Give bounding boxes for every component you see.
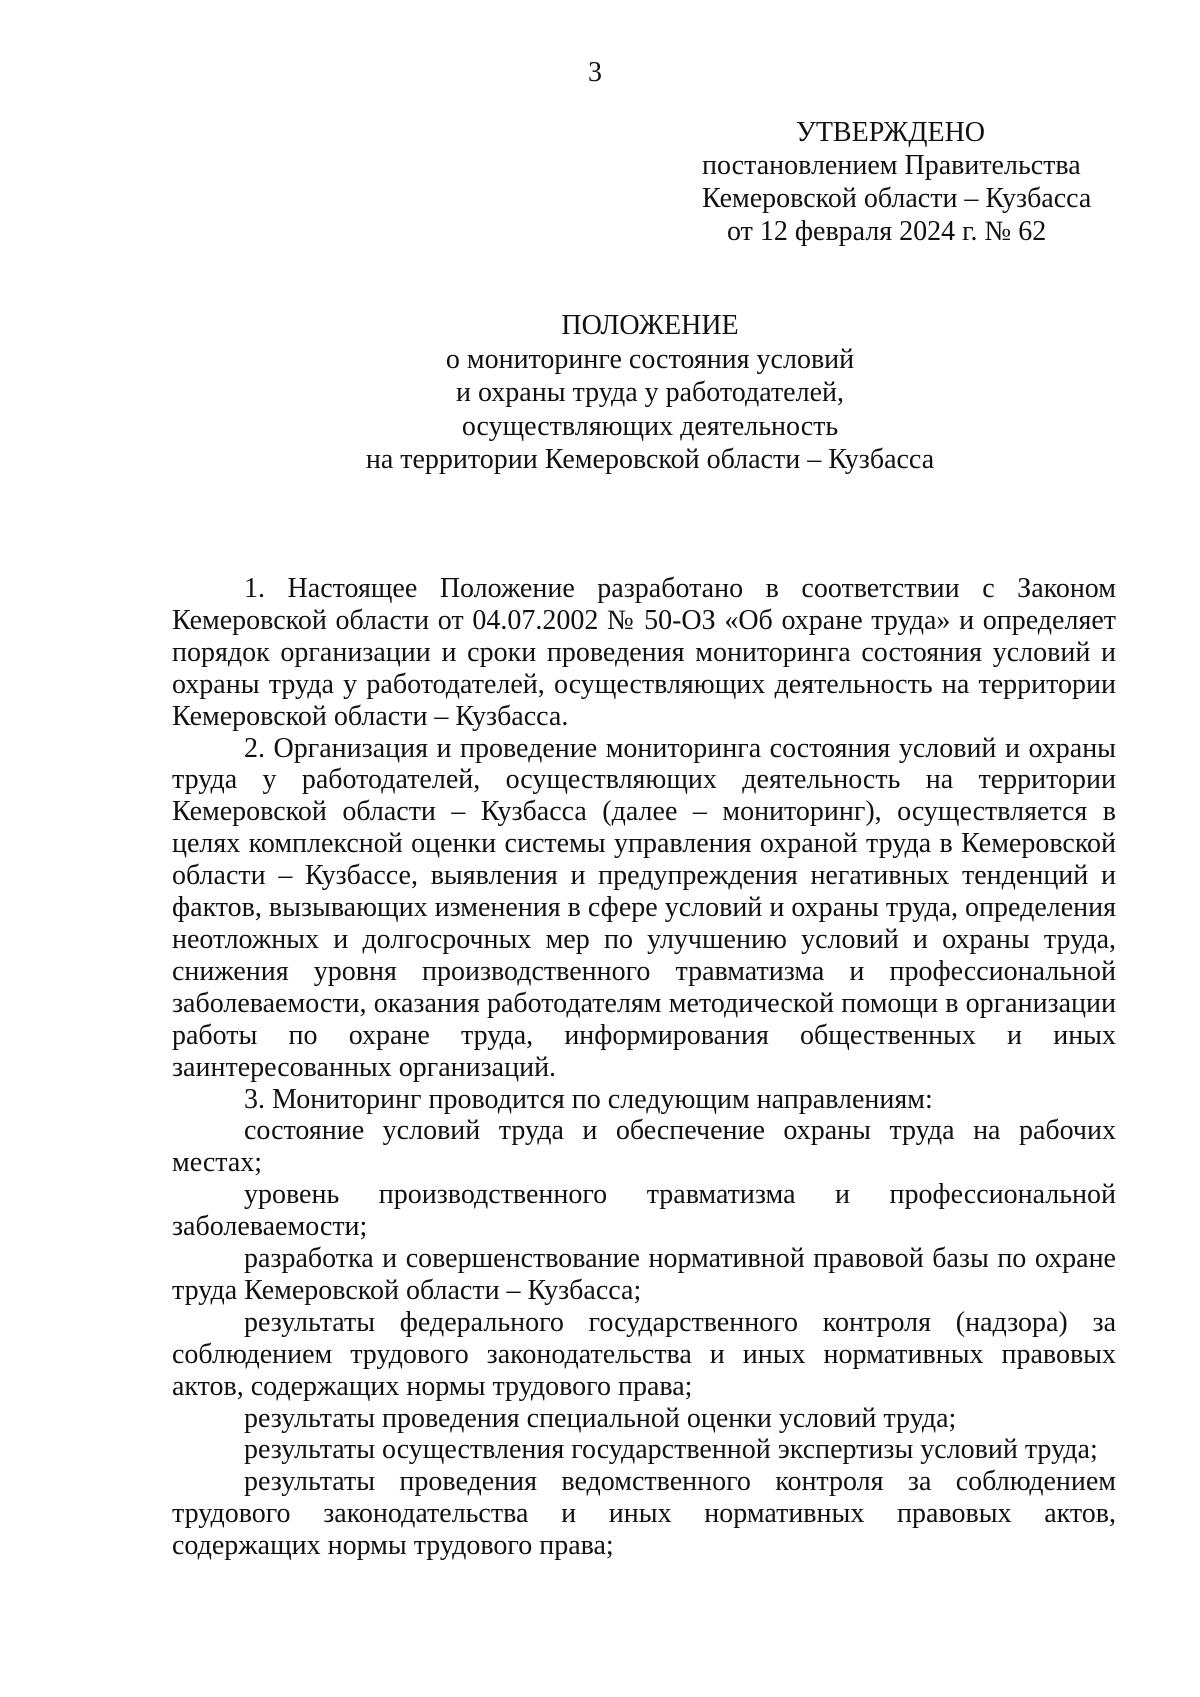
document-subtitle-line: о мониторинге состояния условий — [445, 343, 855, 375]
paragraph-1: 1. Настоящее Положение разработано в соответствии с Законом Кемеровской области от 04.07.2002 № 50-ОЗ «Об охране труда» и определяет порядок организации и сроки проведения мониторинга состояния условий и охраны труда у работодателей, осуществляющих деятельность на территории Кемеровской области – Кузбасса. — [172, 573, 1116, 732]
document-subtitle-line: на территории Кемеровской области – Кузбасса — [365, 444, 935, 475]
document-body — [172, 573, 1116, 1562]
document-heading: ПОЛОЖЕНИЕ — [561, 310, 739, 341]
approval-line-approved: УТВЕРЖДЕНО — [796, 117, 986, 148]
page-number: 3 — [588, 57, 602, 88]
paragraph-2: 2. Организация и проведение мониторинга состояния условий и охраны труда у работодателей, осуществляющих деятельность на территории Кемеровской области – Кузбасса (далее – мониторинг), осуществляется в целях комплексной оценки системы управления охраной труда в Кемеровской области – Кузбассе, выявления и предупреждения негативных тенденций и фактов, вызывающих изменения в сфере условий и охраны труда, определения неотложных и долгосрочных мер по улучшению условий и охраны труда, снижения уровня производственного травматизма и профессиональной заболеваемости, оказания работодателям методической помощи в организации работы по охране труда, информирования общественных и иных заинтересованных организаций. — [172, 732, 1116, 1083]
document-subtitle-line: осуществляющих деятельность — [461, 410, 839, 442]
list-item: результаты проведения ведомственного контроля за соблюдением трудового законодательства и иных нормативных правовых актов, содержащих нормы трудового права; — [172, 1466, 1116, 1562]
list-item: уровень производственного травматизма и профессиональной заболеваемости; — [172, 1179, 1116, 1243]
paragraph-3: 3. Мониторинг проводится по следующим направлениям: — [244, 1083, 933, 1115]
list-item: результаты осуществления государственной экспертизы условий труда; — [244, 1434, 1098, 1466]
document-subtitle-line: и охраны труда у работодателей, — [456, 377, 844, 408]
list-item: разработка и совершенствование нормативной правовой базы по охране труда Кемеровской области – Кузбасса; — [172, 1243, 1116, 1306]
list-item: состояние условий труда и обеспечение охраны труда на рабочих местах; — [172, 1115, 1116, 1179]
document-title-block — [250, 309, 1050, 477]
approval-stamp — [676, 116, 1106, 248]
approval-line-resolution: постановлением Правительства — [702, 150, 1081, 181]
approval-line-date-number: от 12 февраля 2024 г. № 62 — [727, 216, 1047, 247]
list-item: результаты проведения специальной оценки условий труда; — [244, 1402, 957, 1434]
list-item: результаты федерального государственного контроля (надзора) за соблюдением трудового законодательства и иных нормативных правовых актов, содержащих нормы трудового права; — [172, 1306, 1116, 1402]
approval-line-region: Кемеровской области – Кузбасса — [702, 183, 1092, 214]
